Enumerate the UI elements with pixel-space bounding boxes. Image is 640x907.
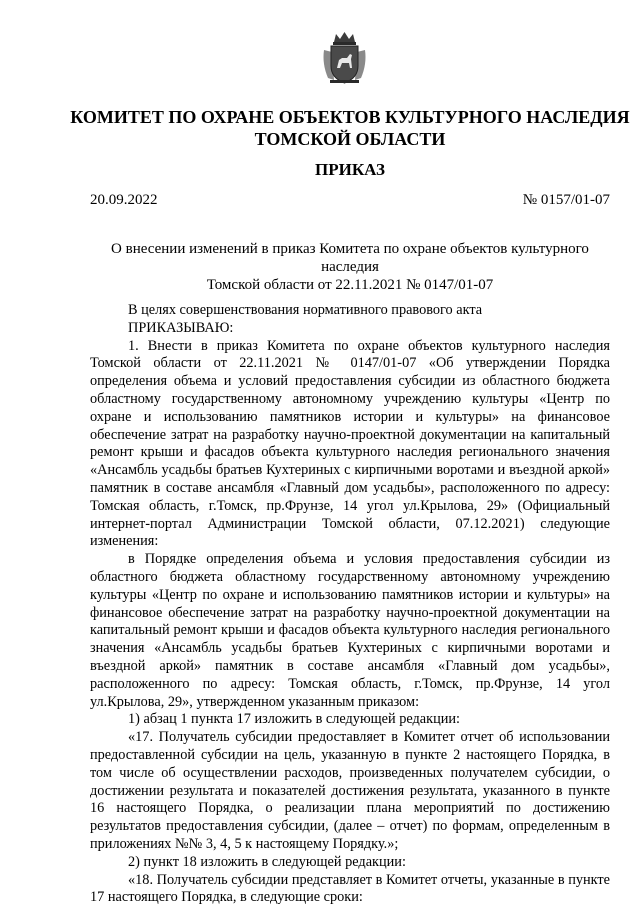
document-number: № 0157/01-07 [523, 192, 610, 209]
subject-line2: Томской области от 22.11.2021 № 0147/01-07 [207, 277, 494, 293]
paragraph-6: «18. Получатель субсидии представляет в Комитет отчеты, указанные в пункте 17 настоящего Порядка, в следующие сроки: [90, 872, 610, 907]
organization-title-line2: ТОМСКОЙ ОБЛАСТИ [255, 129, 446, 149]
organization-title-line1: КОМИТЕТ ПО ОХРАНЕ ОБЪЕКТОВ КУЛЬТУРНОГО НАСЛЕДИЯ [70, 107, 629, 127]
subject-line1: О внесении изменений в приказ Комитета по охране объектов культурного наследия [111, 241, 589, 275]
paragraph-2: в Порядке определения объема и условия предоставления субсидии из областного бюджета областному государственному автономному учреждению культуры «Центр по охране и использованию памятников истории и культуры» на финансовое обеспечение затрат на разработку научно-проектной документации на капитальный ремонт крыши и фасадов объекта культурного наследия регионального значения «Ансамбль усадьбы братьев Кухтериных с кирпичными воротами и въездной аркой» памятник в составе ансамбля «Главный дом усадьбы», расположенного по адресу: Томская область, г.Томск, пр.Фрунзе, 14 угол ул.Крылова, 29», утвержденном указанным приказом: [90, 551, 610, 711]
purpose-paragraph: В целях совершенствования нормативного правового акта [90, 302, 610, 320]
document-date: 20.09.2022 [90, 192, 158, 209]
organization-title [70, 106, 630, 150]
document-body [90, 302, 610, 907]
tomsk-region-coat-of-arms-icon [322, 30, 367, 85]
document-type: ПРИКАЗ [70, 160, 630, 180]
paragraph-3: 1) абзац 1 пункта 17 изложить в следующей редакции: [90, 711, 610, 729]
order-word: ПРИКАЗЫВАЮ: [90, 320, 610, 338]
paragraph-5: 2) пункт 18 изложить в следующей редакции: [90, 854, 610, 872]
document-subject [90, 240, 610, 294]
paragraph-4: «17. Получатель субсидии предоставляет в Комитет отчет об использовании предоставленной субсидии на цель, указанную в пункте 2 настоящего Порядка, в том числе об осуществлении расходов, произведенных получателем субсидии, о достижении результата и показателей достижения результата, указанного в пункте 16 настоящего Порядка, о реализации плана мероприятий по достижению результатов предоставления субсидии, (далее – отчет) по формам, определенным в приложениях №№ 3, 4, 5 к настоящему Порядку.»; [90, 729, 610, 854]
paragraph-1: 1. Внести в приказ Комитета по охране объектов культурного наследия Томской области от 22.11.2021 № 0147/01-07 «Об утверждении Порядка определения объема и условий предоставления субсидии из областного бюджета областному государственному автономному учреждению культуры «Центр по охране и использованию памятников истории и культуры» на финансовое обеспечение затрат на разработку научно-проектной документации на капитальный ремонт крыши и фасадов объекта культурного наследия регионального значения «Ансамбль усадьбы братьев Кухтериных с кирпичными воротами и въездной аркой» памятник в составе ансамбля «Главный дом усадьбы», расположенного по адресу: Томская область, г.Томск, пр.Фрунзе, 14 угол ул.Крылова, 29» (Официальный интернет-портал Администрации Томской области, 07.12.2021) следующие изменения: [90, 338, 610, 552]
